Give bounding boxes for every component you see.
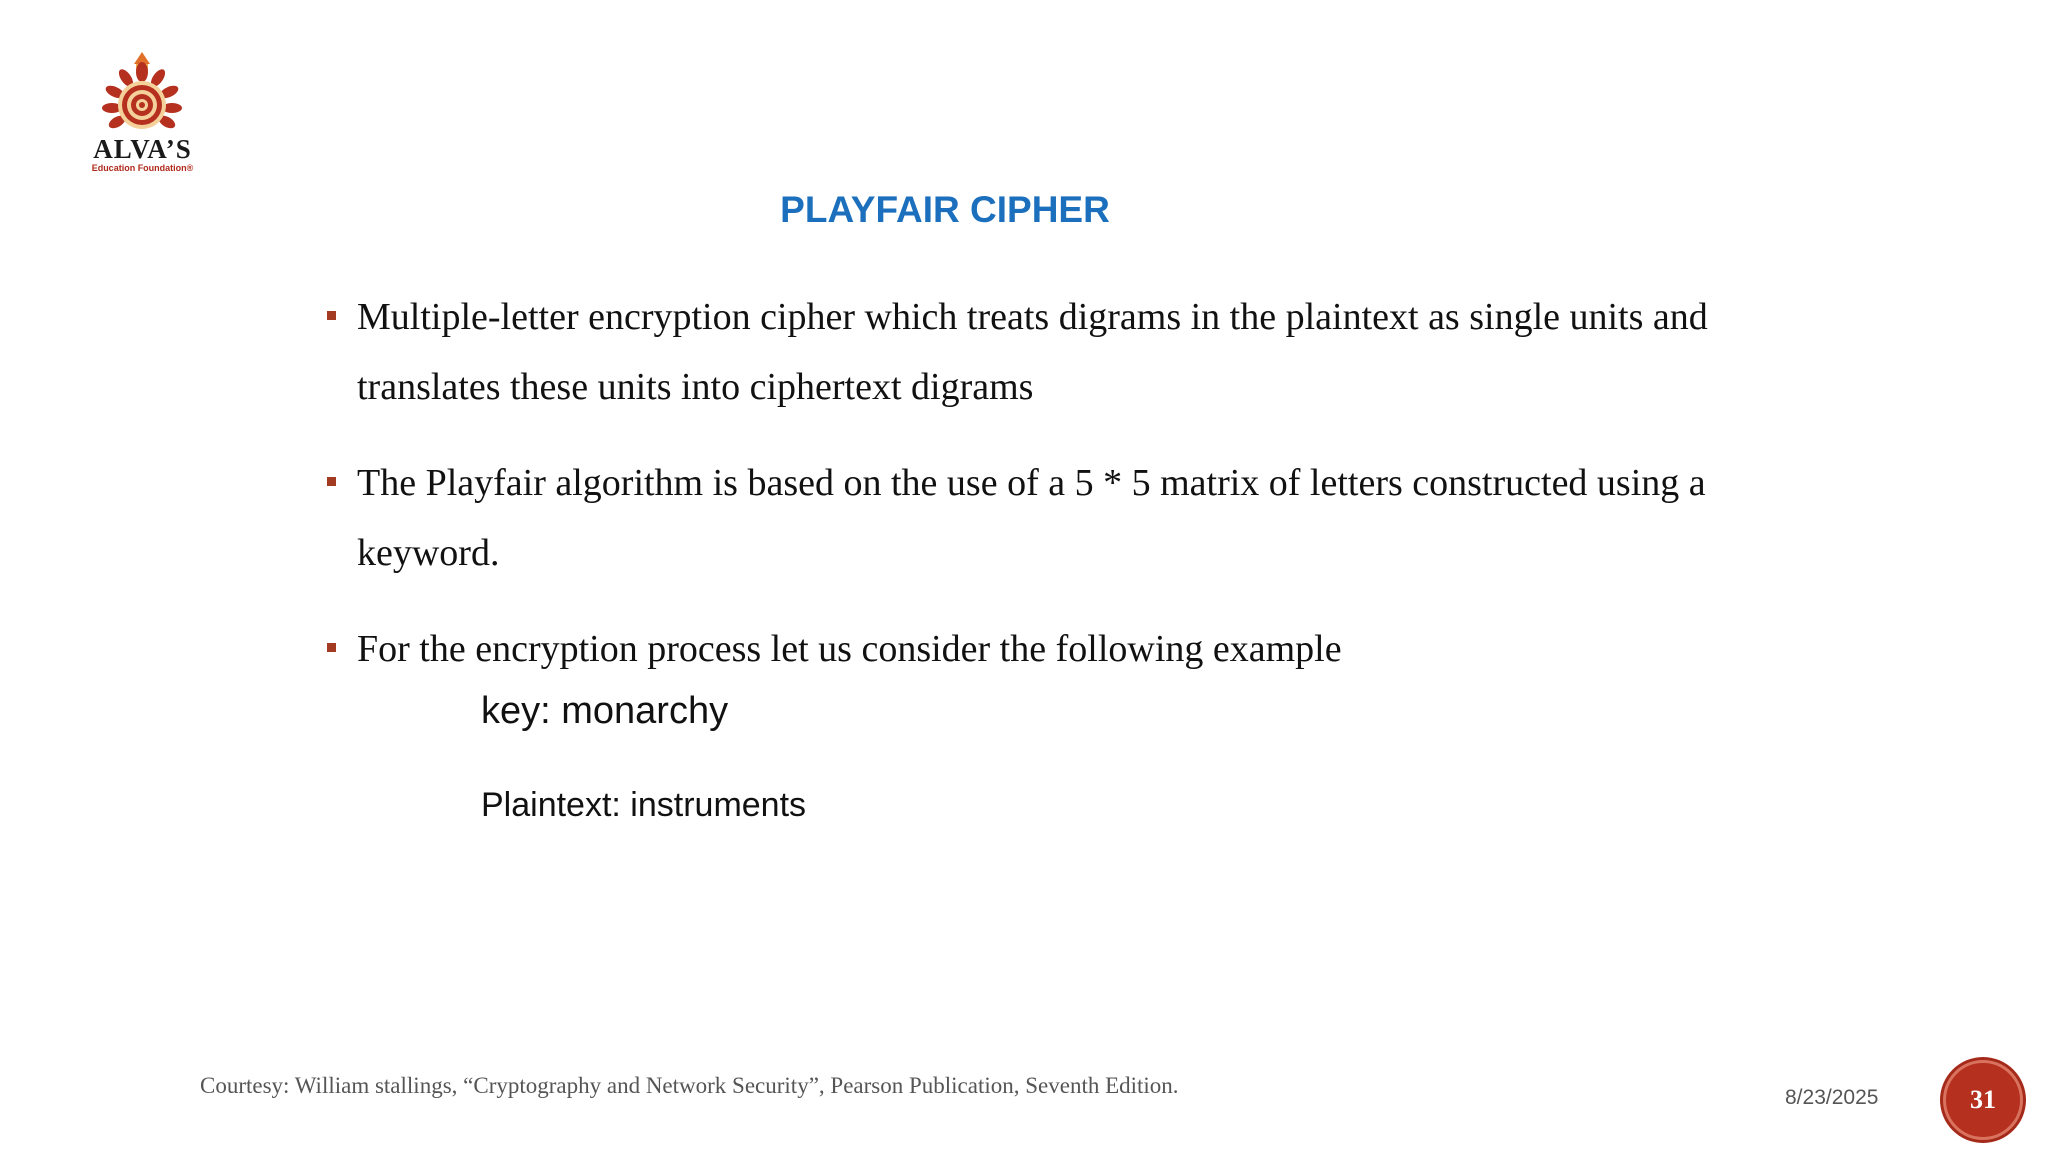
logo-name: ALVA’S — [93, 134, 192, 164]
slide-title: PLAYFAIR CIPHER — [780, 189, 1110, 230]
footer-courtesy: Courtesy: William stallings, “Cryptography and Network Security”, Pearson Publication, Seventh Edition. — [200, 1073, 1179, 1098]
alvas-logo — [70, 50, 220, 175]
bullet-list — [325, 282, 1825, 710]
bullet-text: The Playfair algorithm is based on the use of a 5 * 5 matrix of letters constructed using a keyword. — [357, 462, 1706, 574]
bullet-item — [325, 282, 1825, 422]
logo-subtitle: Education Foundation® — [91, 163, 194, 173]
square-bullet-icon — [327, 477, 336, 486]
example-plaintext: Plaintext: instruments — [481, 786, 807, 824]
square-bullet-icon — [327, 311, 336, 320]
bullet-item — [325, 614, 1825, 684]
square-bullet-icon — [327, 643, 336, 652]
sun-emblem-icon — [70, 50, 215, 140]
bullet-text: Multiple-letter encryption cipher which treats digrams in the plaintext as single units and translates these units into ciphertext digrams — [357, 296, 1708, 408]
bullet-text: For the encryption process let us consider the following example — [357, 628, 1342, 670]
page-number-badge: 31 — [1943, 1060, 2023, 1140]
bullet-item — [325, 448, 1825, 588]
footer-date: 8/23/2025 — [1785, 1086, 1879, 1109]
example-key: key: monarchy — [481, 690, 729, 732]
